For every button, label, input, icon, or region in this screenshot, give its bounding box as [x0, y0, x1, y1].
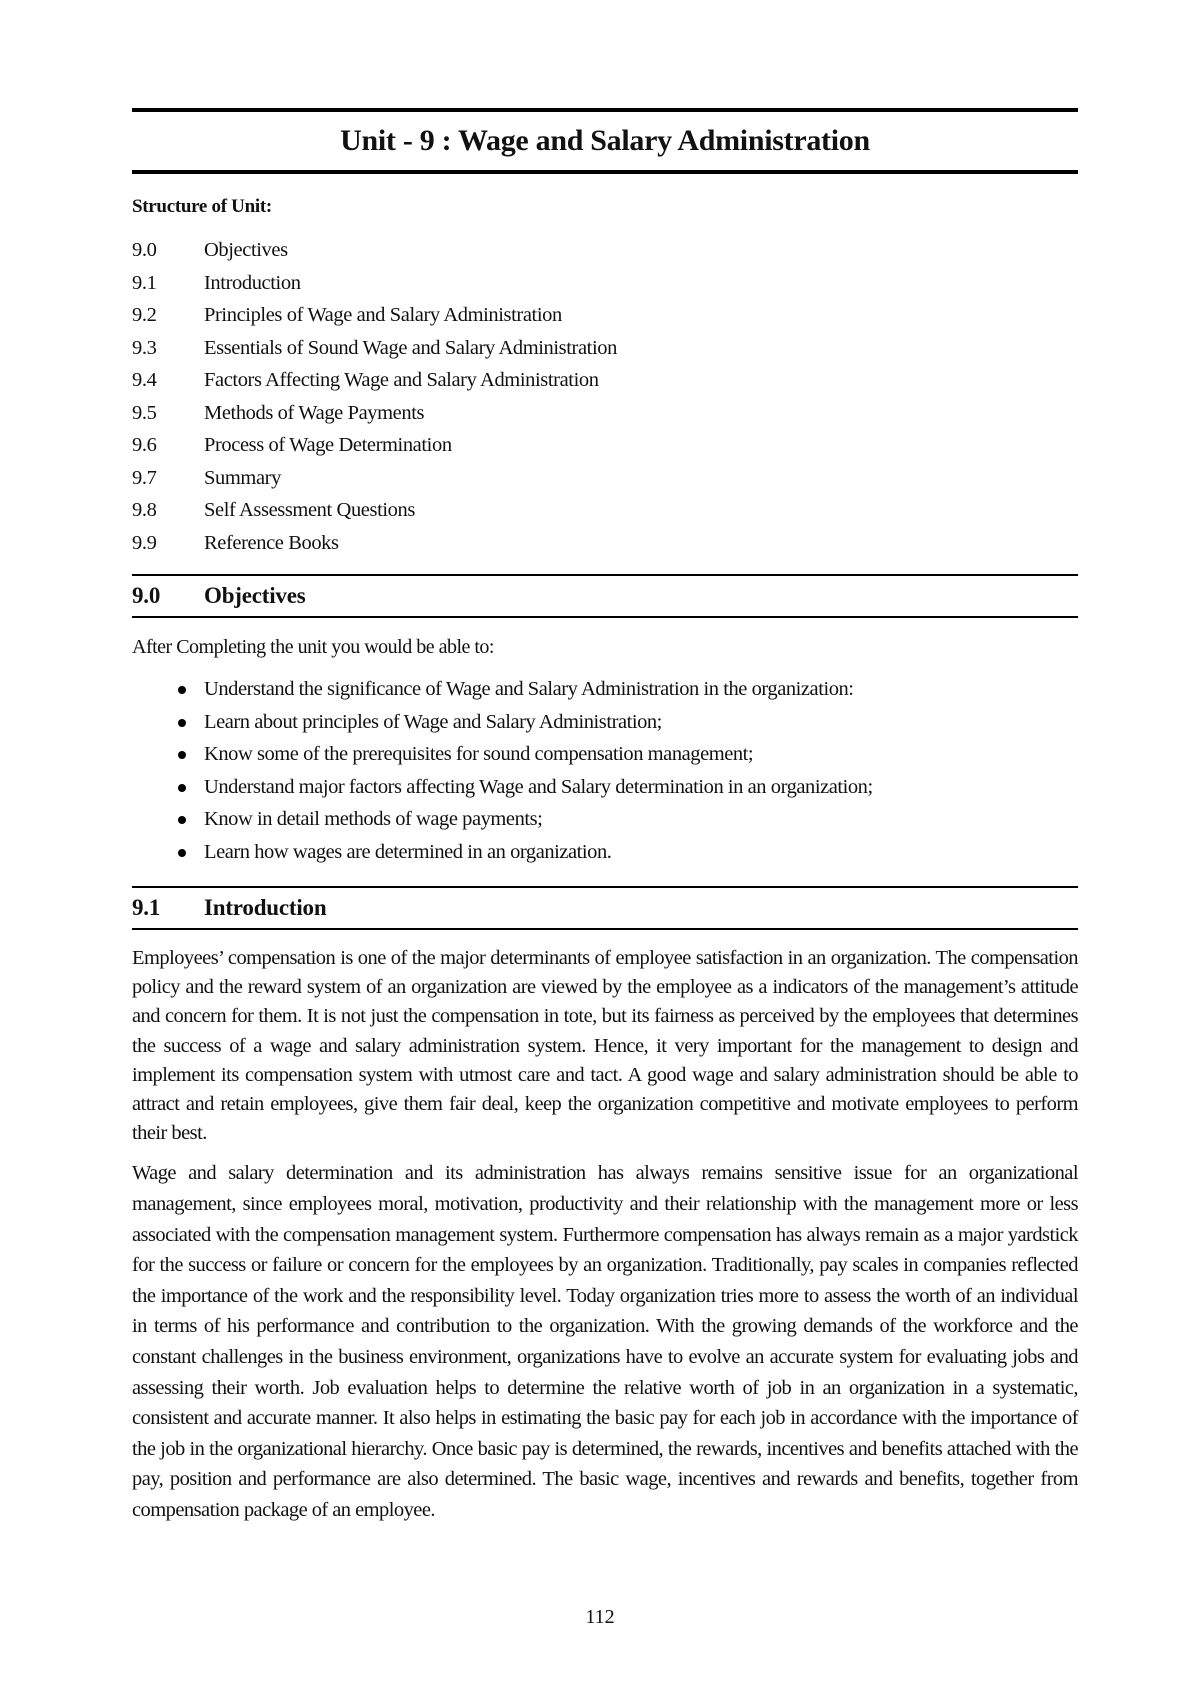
toc-item [132, 527, 1078, 560]
list-item-text: Understand the significance of Wage and Salary Administration in the organization: [204, 678, 854, 700]
toc-item-title: Reference Books [204, 531, 339, 554]
objectives-list [132, 673, 1078, 868]
bullet-icon [132, 803, 204, 836]
toc-item [132, 397, 1078, 430]
section-title: Introduction [204, 895, 327, 920]
document-page [132, 108, 1078, 1526]
toc-item-title: Principles of Wage and Salary Administration [204, 304, 562, 326]
page-number: 112 [585, 1606, 615, 1628]
introduction-bottom-rule [132, 928, 1078, 930]
introduction-top-rule [132, 886, 1078, 888]
toc-item-title: Objectives [204, 239, 288, 261]
toc-item [132, 332, 1078, 365]
toc-item [132, 462, 1078, 495]
toc-item-number: 9.8 [132, 499, 157, 521]
paragraph: Wage and salary determination and its administration has always remains sensitive issue for an organizational management, since employees moral, motivation, productivity and their relationship with the management more or less associated with the compensation management system. Furthermore compensation has always remain as a major yardstick for the success or failure or concern for the employees by an organization. Traditionally, pay scales in companies reflected the importance of the work and the responsibility level. Today organization tries more to assess the worth of an individual in terms of his performance and contribution to the organization. With the growing demands of the workforce and the constant challenges in the business environment, organizations have to evolve an accurate system for evaluating jobs and assessing their worth. Job evaluation helps to determine the relative worth of job in an organization in a systematic, consistent and accurate manner. It also helps in estimating the basic pay for each job in accordance with the importance of the job in the organizational hierarchy. Once basic pay is determined, the rewards, incentives and benefits attached with the pay, position and performance are also determined. The basic wage, incentives and rewards and benefits, together from compensation package of an employee. [132, 1162, 1078, 1521]
toc-item-title: Process of Wage Determination [204, 434, 452, 456]
toc-item [132, 494, 1078, 527]
toc-item-number: 9.4 [132, 369, 157, 391]
objectives-heading [132, 583, 1078, 609]
section-title: Objectives [204, 583, 306, 608]
toc-item-title: Essentials of Sound Wage and Salary Administration [204, 336, 617, 359]
toc-item [132, 429, 1078, 462]
bullet-icon [132, 673, 204, 706]
list-item [132, 803, 1078, 836]
toc-item-title: Summary [204, 466, 281, 489]
title-top-rule [132, 108, 1078, 112]
bullet-icon [132, 771, 204, 804]
objectives-intro: After Completing the unit you would be able to: [132, 636, 494, 658]
list-item [132, 738, 1078, 771]
toc-item-title: Methods of Wage Payments [204, 401, 425, 424]
toc-item-number: 9.6 [132, 434, 157, 456]
objectives-bottom-rule [132, 616, 1078, 618]
toc-item-number: 9.0 [132, 239, 157, 261]
toc-item-title: Introduction [204, 271, 301, 294]
title-bottom-rule [132, 170, 1078, 174]
list-item [132, 771, 1078, 804]
unit-title: Unit - 9 : Wage and Salary Administration [340, 124, 870, 157]
toc-item-number: 9.3 [132, 336, 157, 359]
toc-item-title: Factors Affecting Wage and Salary Administration [204, 369, 599, 391]
bullet-icon [132, 706, 204, 739]
toc-item-number: 9.5 [132, 401, 157, 424]
list-item [132, 836, 1078, 869]
toc-item-number: 9.1 [132, 271, 157, 294]
introduction-heading [132, 895, 1078, 921]
objectives-top-rule [132, 574, 1078, 576]
list-item-text: Know some of the prerequisites for sound compensation management; [204, 743, 754, 765]
bullet-icon [132, 836, 204, 869]
section-number: 9.0 [132, 583, 161, 608]
toc-item [132, 364, 1078, 397]
list-item [132, 673, 1078, 706]
section-number: 9.1 [132, 895, 161, 920]
structure-label: Structure of Unit: [132, 196, 272, 217]
toc-item-title: Self Assessment Questions [204, 499, 415, 521]
list-item-text: Understand major factors affecting Wage and Salary determination in an organization; [204, 775, 873, 798]
list-item-text: Learn about principles of Wage and Salary Administration; [204, 710, 662, 733]
toc-item [132, 267, 1078, 300]
list-item-text: Learn how wages are determined in an organization. [204, 840, 612, 863]
paragraph: Employees’ compensation is one of the major determinants of employee satisfaction in an organization. The compensation policy and the reward system of an organization are viewed by the employee as a indicators of the management’s attitude and concern for them. It is not just the compensation in tote, but its fairness as perceived by the employees that determines the success of a wage and salary administration system. Hence, it very important for the management to design and implement its compensation system with utmost care and tact. A good wage and salary administration should be able to attract and retain employees, give them fair deal, keep the organization competitive and motivate employees to perform their best. [132, 947, 1078, 1145]
toc-item-number: 9.2 [132, 304, 157, 326]
list-item-text: Know in detail methods of wage payments; [204, 808, 543, 830]
toc-item-number: 9.9 [132, 531, 157, 554]
table-of-contents [132, 234, 1078, 559]
bullet-icon [132, 738, 204, 771]
toc-item-number: 9.7 [132, 466, 157, 489]
list-item [132, 706, 1078, 739]
toc-item [132, 234, 1078, 267]
toc-item [132, 299, 1078, 332]
